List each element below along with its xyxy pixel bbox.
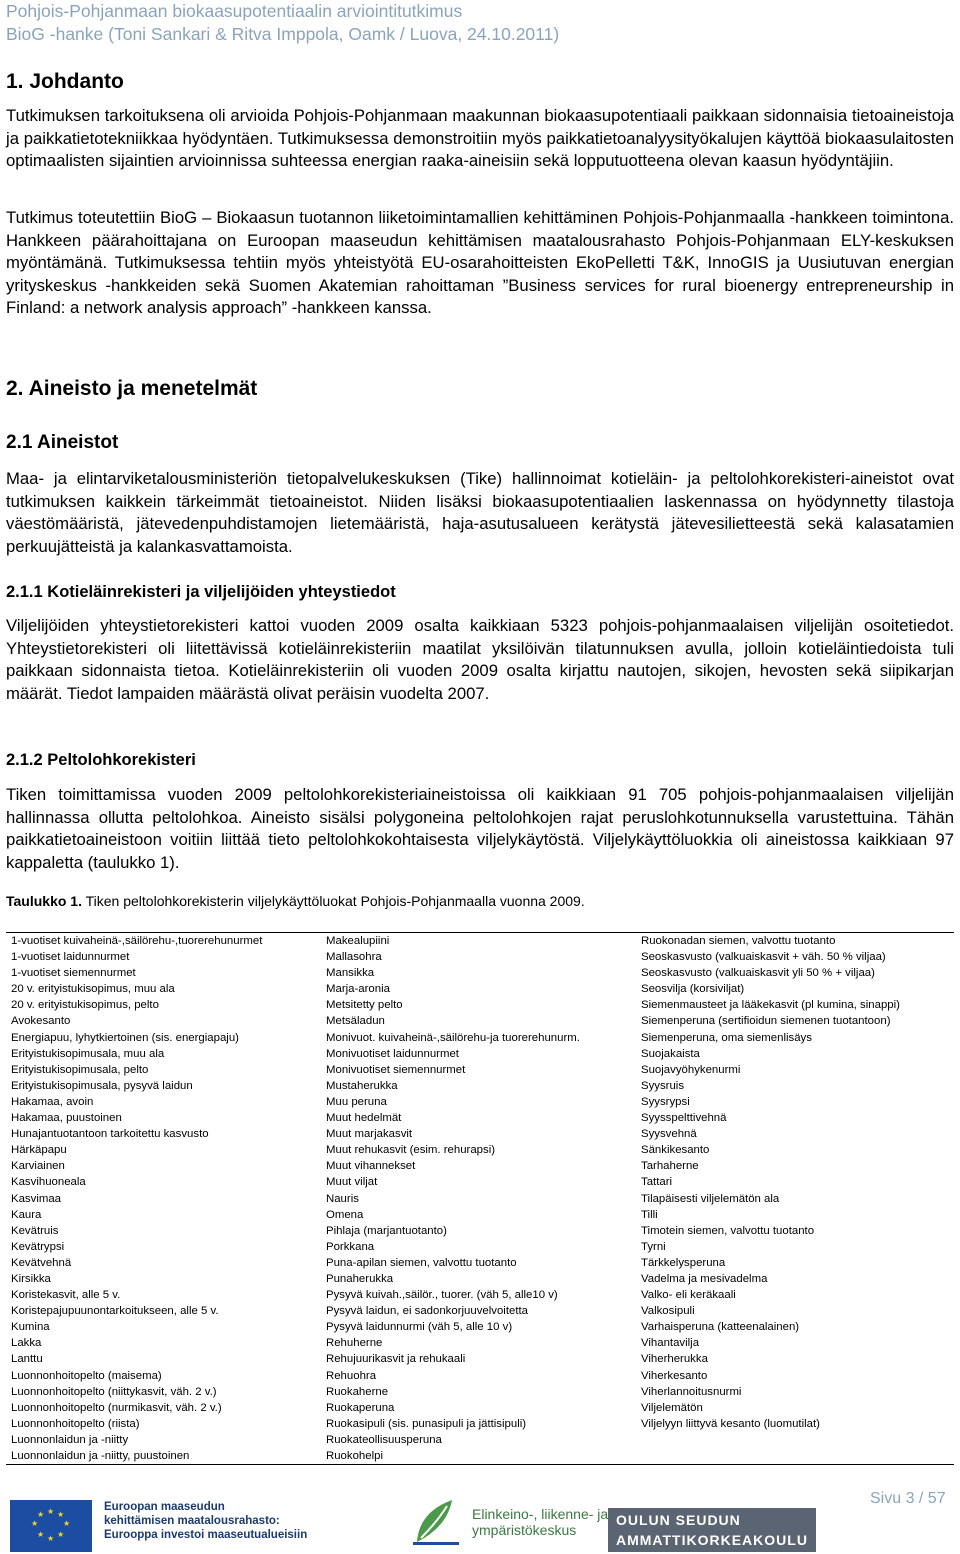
table-row: [6, 1400, 954, 1416]
paragraph-kotielain: Viljelijöiden yhteystietorekisteri kattoi vuoden 2009 osalta kaikkiaan 5323 pohjois-pohjanmaalaisen viljelijän osoitetiedot. Yhteystietorekisteri oli liitettävissä kotieläinrekisteriin maatilat yksilöivän tilatunnuksen avulla, jolloin kotieläintiedoista tuli paikkaan sidonnaista tietoa. Kotieläinrekisteriin oli vuoden 2009 osalta kirjattu nautojen, sikojen, hevosten sekä siipikarjan määrät. Tiedot lampaiden määrästä olivat peräisin vuodelta 2007.: [6, 616, 954, 703]
table-row: [6, 1030, 954, 1046]
table-cell: Energiapuu, lyhytkiertoinen (sis. energiapaju): [11, 1031, 239, 1044]
ely-line-2: ympäristökeskus: [472, 1522, 577, 1538]
table-cell: Muut rehukasvit (esim. rehurapsi): [326, 1144, 496, 1157]
table-cell: Siemenperuna, oma siemenlisäys: [641, 1031, 812, 1044]
table-cell: Pihlaja (marjantuotanto): [326, 1224, 447, 1237]
table-cell: Viherkesanto: [641, 1369, 708, 1382]
table-cell: Omena: [326, 1208, 364, 1221]
table-cell: Syysruis: [641, 1079, 685, 1092]
table-cell: Pysyvä laidunnurmi (väh 5, alle 10 v): [326, 1321, 513, 1334]
table-row: [6, 1335, 954, 1351]
table-row: [6, 1207, 954, 1223]
oamk-line-1: OULUN SEUDUN: [616, 1512, 741, 1528]
table-cell: Puna-apilan siemen, valvottu tuotanto: [326, 1256, 517, 1269]
table-cell: Koristepajupuunontarkoitukseen, alle 5 v.: [11, 1305, 219, 1318]
table-cell: Seoskasvusto (valkuaiskasvit + väh. 50 % viljaa): [641, 951, 886, 964]
table-cell: Kevätvehnä: [11, 1256, 72, 1269]
table-cell: Marja-aronia: [326, 983, 390, 996]
paragraph-purpose: Tutkimuksen tarkoituksena oli arvioida Pohjois-Pohjanmaan maakunnan biokaasupotentiaali paikkaan sidonnaisia tietoaineistoja ja paikkatietotekniikkaa hyödyntäen. Tutkimuksessa demonstroitiin myös paikkatietoanalyysityökalujen käyttöä biokaasulaitosten optimaalisten sijaintien arvioinnissa suhteessa energian raaka-aineisiin sekä lopputuotteena olevan kaasun hyödyntäjiin.: [6, 106, 954, 171]
table-cell: Luonnonlaidun ja -niitty: [11, 1433, 129, 1446]
table-cell: Viljelemätön: [641, 1401, 703, 1414]
table-cell: Mustaherukka: [326, 1079, 398, 1092]
table-cell: Punaherukka: [326, 1272, 394, 1285]
table-cell: Syysrypsi: [641, 1095, 690, 1108]
caption-label: Taulukko 1.: [6, 893, 82, 909]
eu-flag-icon: ★ ★ ★ ★ ★ ★ ★ ★: [10, 1500, 92, 1552]
table-cell: Ruokonadan siemen, valvottu tuotanto: [641, 935, 836, 947]
table-cell: Erityistukisopimusala, muu ala: [11, 1047, 165, 1060]
oamk-logo: [608, 1508, 816, 1552]
table-row: [6, 997, 954, 1013]
table-cell: Tilapäisesti viljelemätön ala: [641, 1192, 780, 1205]
table-cell: Muu peruna: [326, 1095, 387, 1108]
table-cell: Makealupiini: [326, 935, 390, 947]
table-cell: Luonnonhoitopelto (maisema): [11, 1369, 162, 1382]
paragraph-materials: Maa- ja elintarviketalousministeriön tietopalvelukeskuksen (Tike) hallinnoimat kotieläin- ja peltolohkorekisteri-aineistot ovat tutkimuksen kaikkein tärkeimmät tietoaineistot. Niiden lisäksi biokaasupotentiaalien laskennassa on hyödynnetty tilastoja väestömääristä, jätevedenpuhdistamojen lietemääristä, haja-asutusalueen kerätystä jätevesilietteestä sekä kalasatamien perkuujätteistä ja kalankasvattamoista.: [6, 469, 954, 556]
table-cell: Härkäpapu: [11, 1144, 67, 1157]
table-row: [6, 933, 954, 949]
table-cell: Muut vihannekset: [326, 1160, 416, 1173]
table-cell: Kasvihuoneala: [11, 1176, 86, 1189]
table-cell: Syysspelttivehnä: [641, 1112, 727, 1125]
table-cell: Ruokateollisuusperuna: [326, 1433, 442, 1446]
table-row: [6, 1126, 954, 1142]
table-cell: Valko- eli keräkaali: [641, 1289, 736, 1302]
table-cell: 1-vuotiset siemennurmet: [11, 967, 136, 980]
table-cell: Porkkana: [326, 1240, 375, 1253]
table-cell: Tarhaherne: [641, 1160, 699, 1173]
table-row: [6, 1239, 954, 1255]
table-row: [6, 1255, 954, 1271]
table-row: [6, 1110, 954, 1126]
table-cell: Tärkkelysperuna: [641, 1256, 726, 1269]
table-row: [6, 1094, 954, 1110]
table-cell: Ruokohelpi: [326, 1450, 383, 1462]
table-cell: Timotein siemen, valvottu tuotanto: [641, 1224, 815, 1237]
crop-class-table: [6, 932, 954, 1465]
table-cell: Metsäladun: [326, 1015, 385, 1028]
table-cell: [636, 1432, 954, 1448]
table-row: [6, 1142, 954, 1158]
page-number: Sivu 3 / 57: [870, 1490, 946, 1507]
table-caption: [6, 893, 585, 909]
table-row: [6, 1319, 954, 1335]
table-cell: Mansikka: [326, 967, 375, 980]
table-cell: Ruokasipuli (sis. punasipuli ja jättisipuli): [326, 1417, 527, 1430]
table-cell: Syysvehnä: [641, 1128, 697, 1141]
paragraph-peltolohko: Tiken toimittamissa vuoden 2009 peltolohkorekisteriaineistoissa oli kaikkiaan 91 705 pohjois-pohjanmaalaisen viljelijän hallinnassa ollutta peltolohkoa. Aineisto sisälsi polygoneina peltolohkojen rajat peruslohkotunnuksella varustettuina. Tähän paikkatietoaineistoon voitiin liittää tieto peltolohkokohtaisesta viljelykäytöstä. Viljelykäyttöluokkia oli aineistossa kaikkiaan 97 kappaletta (taulukko 1).: [6, 785, 954, 872]
table-cell: 20 v. erityistukisopimus, muu ala: [11, 983, 175, 996]
table-cell: Ruokaperuna: [326, 1401, 395, 1414]
table-row: [6, 981, 954, 997]
eu-line-1: Euroopan maaseudun: [104, 1501, 225, 1513]
table-row: [6, 1191, 954, 1207]
table-cell: Rehujuurikasvit ja rehukaali: [326, 1353, 466, 1366]
table-cell: Mallasohra: [326, 951, 382, 964]
heading-johdanto: 1. Johdanto: [6, 70, 124, 93]
page-footer: [0, 1478, 960, 1554]
ely-leaf-icon: [407, 1492, 467, 1552]
table-cell: Varhaisperuna (katteenalainen): [641, 1321, 800, 1334]
table-row: [6, 1368, 954, 1384]
table-cell: Nauris: [326, 1192, 359, 1205]
heading-kotielainrekisteri: 2.1.1 Kotieläinrekisteri ja viljelijöiden yhteystiedot: [6, 583, 396, 601]
table-cell: Muut marjakasvit: [326, 1128, 413, 1141]
ely-line-1: Elinkeino-, liikenne- ja: [472, 1506, 609, 1522]
table-cell: Tyrni: [641, 1240, 666, 1253]
table-row: [6, 949, 954, 965]
table-cell: Luonnonlaidun ja -niitty, puustoinen: [11, 1450, 190, 1462]
eu-line-2: kehittämisen maatalousrahasto:: [104, 1515, 280, 1527]
table-row: [6, 965, 954, 981]
table-row: [6, 1384, 954, 1400]
table-cell: Kevätrypsi: [11, 1240, 65, 1253]
table-cell: Valkosipuli: [641, 1305, 695, 1318]
table-cell: [636, 1448, 954, 1464]
table-row: [6, 1013, 954, 1029]
table-cell: Luonnonhoitopelto (nurmikasvit, väh. 2 v.): [11, 1401, 222, 1414]
table-cell: Koristekasvit, alle 5 v.: [11, 1289, 121, 1302]
header-subtitle: BioG -hanke (Toni Sankari & Ritva Imppola, Oamk / Luova, 24.10.2011): [6, 24, 560, 44]
eu-line-3: Eurooppa investoi maaseutualueisiin: [104, 1529, 308, 1541]
table-row: [6, 1351, 954, 1367]
table-cell: Rehuohra: [326, 1369, 377, 1382]
table-cell: Pysyvä kuivah.,säilör., tuorer. (väh 5, alle10 v): [326, 1289, 558, 1302]
caption-text: Tiken peltolohkorekisterin viljelykäyttöluokat Pohjois-Pohjanmaalla vuonna 2009.: [81, 893, 585, 909]
table-cell: Siemenmausteet ja lääkekasvit (pl kumina, sinappi): [641, 999, 900, 1012]
table-cell: Kaura: [11, 1208, 42, 1221]
table-cell: Vihantavilja: [641, 1337, 700, 1350]
table-cell: Muut viljat: [326, 1176, 378, 1189]
table-row: [6, 1078, 954, 1094]
table-row: [6, 1416, 954, 1432]
table-cell: Rehuherne: [326, 1337, 383, 1350]
table-cell: Monivuotiset siemennurmet: [326, 1063, 466, 1076]
table-cell: Erityistukisopimusala, pelto: [11, 1063, 149, 1076]
table-row: [6, 1046, 954, 1062]
table-cell: Ruokaherne: [326, 1385, 389, 1398]
table-cell: Viljelyyn liittyvä kesanto (luomutilat): [641, 1417, 820, 1430]
table-cell: 20 v. erityistukisopimus, pelto: [11, 999, 159, 1012]
table-cell: Metsitetty pelto: [326, 999, 403, 1012]
table-cell: Muut hedelmät: [326, 1112, 402, 1125]
table-row: [6, 1271, 954, 1287]
table-cell: Kasvimaa: [11, 1192, 62, 1205]
table-cell: 1-vuotiset kuivaheinä-,säilörehu-,tuorerehunurmet: [11, 935, 263, 947]
table-cell: Tilli: [641, 1208, 658, 1221]
table-cell: 1-vuotiset laidunnurmet: [11, 951, 130, 964]
table-cell: Hakamaa, avoin: [11, 1095, 94, 1108]
table-row: [6, 1174, 954, 1190]
table-cell: Kirsikka: [11, 1272, 51, 1285]
table-row: [6, 1223, 954, 1239]
header-title: Pohjois-Pohjanmaan biokaasupotentiaalin arviointitutkimus: [6, 1, 463, 21]
table-cell: Viherlannoitusnurmi: [641, 1385, 742, 1398]
heading-aineisto: 2. Aineisto ja menetelmät: [6, 377, 258, 400]
table-cell: Seoskasvusto (valkuaiskasvit yli 50 % + viljaa): [641, 967, 875, 980]
table-row: [6, 1287, 954, 1303]
table-cell: Monivuot. kuivaheinä-,säilörehu-ja tuorerehunurm.: [326, 1031, 580, 1044]
table-cell: Monivuotiset laidunnurmet: [326, 1047, 459, 1060]
heading-peltolohkorekisteri: 2.1.2 Peltolohkorekisteri: [6, 751, 196, 769]
table-row: [6, 1448, 954, 1464]
table-cell: Suojavyöhykenurmi: [641, 1063, 741, 1076]
table-cell: Vadelma ja mesivadelma: [641, 1272, 768, 1285]
table-cell: Karviainen: [11, 1160, 65, 1173]
table-cell: Kumina: [11, 1321, 50, 1334]
table-cell: Luonnonhoitopelto (riista): [11, 1417, 140, 1430]
table-cell: Siemenperuna (sertifioidun siemenen tuotantoon): [641, 1015, 891, 1028]
table-cell: Hunajantuotantoon tarkoitettu kasvusto: [11, 1128, 209, 1141]
table-cell: Suojakaista: [641, 1047, 700, 1060]
table-cell: Viherherukka: [641, 1353, 708, 1366]
table-cell: Tattari: [641, 1176, 673, 1189]
table-cell: Hakamaa, puustoinen: [11, 1112, 122, 1125]
table-row: [6, 1303, 954, 1319]
table-cell: Lanttu: [11, 1353, 43, 1366]
eu-fund-text: [104, 1500, 307, 1542]
table-cell: Seosvilja (korsiviljat): [641, 983, 745, 996]
table-cell: Luonnonhoitopelto (niittykasvit, väh. 2 v.): [11, 1385, 217, 1398]
table-row: [6, 1432, 954, 1448]
table-cell: Lakka: [11, 1337, 42, 1350]
oamk-line-2: AMMATTIKORKEAKOULU: [616, 1532, 808, 1548]
table-cell: Kevätruis: [11, 1224, 59, 1237]
heading-aineistot: 2.1 Aineistot: [6, 432, 119, 453]
ely-text: [472, 1506, 608, 1538]
page-header: [6, 0, 956, 46]
table-cell: Avokesanto: [11, 1015, 71, 1028]
paragraph-project: Tutkimus toteutettiin BioG – Biokaasun tuotannon liiketoimintamallien kehittäminen Pohjois-Pohjanmaalla -hankkeen toimintona. Hankkeen päärahoittajana on Euroopan maaseudun kehittämisen maatalousrahasto Pohjois-Pohjanmaan ELY-keskuksen myöntämänä. Tutkimuksessa tehtiin myös yhteistyötä EU-osarahoitteisten EkoPelletti T&K, InnoGIS ja Uusiutuvan energian yrityskeskus -hankkeiden sekä Suomen Akatemian rahoittaman ”Business services for rural bioenergy entrepreneurship in Finland: a network analysis approach” -hankkeen kanssa.: [6, 208, 954, 318]
table-cell: Erityistukisopimusala, pysyvä laidun: [11, 1079, 193, 1092]
table-row: [6, 1062, 954, 1078]
table-cell: Sänkikesanto: [641, 1144, 710, 1157]
table-row: [6, 1158, 954, 1174]
table-cell: Pysyvä laidun, ei sadonkorjuuvelvoitetta: [326, 1305, 528, 1318]
